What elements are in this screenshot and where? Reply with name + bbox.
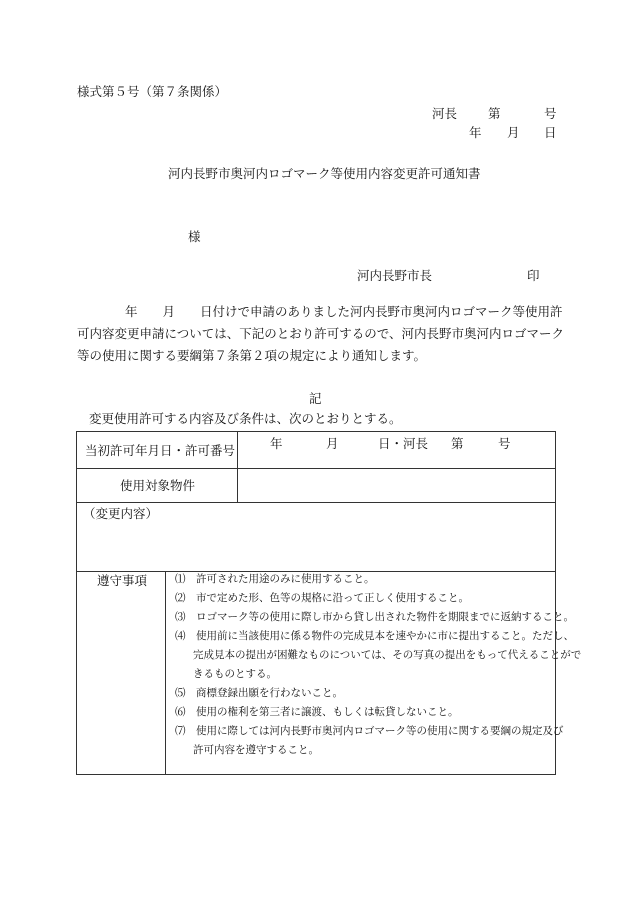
form-number: 様式第５号（第７条関係） <box>77 84 228 99</box>
ki-heading: 記 <box>309 391 322 406</box>
issuer-seal: 印 <box>527 268 540 283</box>
compliance-item-continuation: きるものとする。 <box>193 668 277 680</box>
body-line: 年 月 日付けで申請のありました河内長野市奥河内ロゴマーク等使用許 <box>125 304 563 319</box>
compliance-list <box>175 570 581 760</box>
permit-go: 号 <box>498 436 511 451</box>
compliance-item: ⑹ 使用の権利を第三者に譲渡、もしくは転貸しないこと。 <box>175 706 459 718</box>
document-title: 河内長野市奥河内ロゴマーク等使用内容変更許可通知書 <box>168 166 481 181</box>
doc-number-dai: 第 <box>488 106 501 121</box>
compliance-item: ⑶ ロゴマーク等の使用に際し市から貸し出された物件を期限までに返納すること。 <box>175 611 574 623</box>
doc-number-prefix: 河長 <box>432 106 458 121</box>
addressee-sama: 様 <box>188 229 201 244</box>
table-column-divider <box>237 432 238 502</box>
original-permit-label: 当初許可年月日・許可番号 <box>85 443 236 458</box>
compliance-item: ⑴ 許可された用途のみに使用すること。 <box>175 573 375 585</box>
body-line: 可内容変更申請については、下記のとおり許可するので、河内長野市奥河内ロゴマーク <box>77 326 565 341</box>
body-paragraph <box>77 301 565 367</box>
compliance-item: ⑺ 使用に際しては河内長野市奥河内ロゴマーク等の使用に関する要綱の規定及び <box>175 725 564 737</box>
date-year: 年 <box>469 125 482 140</box>
compliance-item: ⑷ 使用前に当該使用に係る物件の完成見本を速やかに市に提出すること。ただし、 <box>175 630 574 642</box>
doc-number-go: 号 <box>544 106 557 121</box>
compliance-item-continuation: 完成見本の提出が困難なものについては、その写真の提出をもって代えることがで <box>193 649 582 661</box>
permit-month: 月 <box>326 436 339 451</box>
permit-day-kawacho: 日・河長 <box>378 436 429 451</box>
compliance-item: ⑸ 商標登録出願を行わないこと。 <box>175 687 343 699</box>
permit-dai: 第 <box>451 436 464 451</box>
compliance-item-continuation: 許可内容を遵守すること。 <box>193 744 319 756</box>
issuer-name: 河内長野市長 <box>357 268 433 283</box>
permit-year: 年 <box>270 436 283 451</box>
target-property-label: 使用対象物件 <box>120 478 196 493</box>
conditions-intro: 変更使用許可する内容及び条件は、次のとおりとする。 <box>89 411 402 426</box>
change-content-label: （変更内容） <box>83 506 159 521</box>
date-month: 月 <box>507 125 520 140</box>
date-day: 日 <box>544 125 557 140</box>
compliance-label: 遵守事項 <box>97 573 148 588</box>
body-line: 等の使用に関する要綱第７条第２項の規定により通知します。 <box>77 348 427 363</box>
compliance-item: ⑵ 市で定めた形、色等の規格に沿って正しく使用すること。 <box>175 592 469 604</box>
table-divider <box>77 468 555 469</box>
table-column-divider <box>165 571 166 775</box>
conditions-table <box>76 431 582 775</box>
table-divider <box>77 502 555 503</box>
